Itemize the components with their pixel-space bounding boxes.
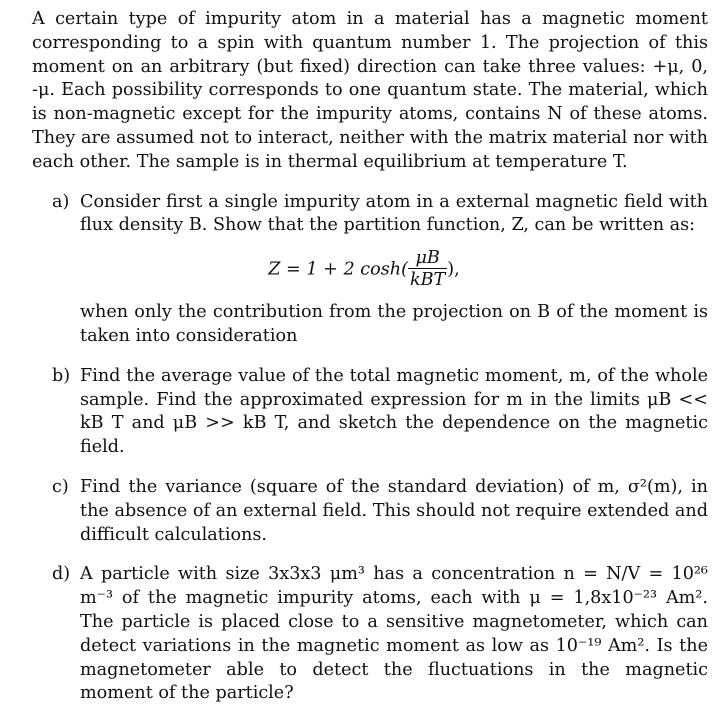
part-d-label: d) bbox=[52, 564, 71, 585]
formula-lhs: Z = 1 + 2 cosh( bbox=[268, 259, 408, 280]
part-c-text: Find the variance (square of the standard deviation) of m, σ²(m), in the absence of an external field. This should not require extended and difficult calculations. bbox=[80, 476, 708, 545]
part-d bbox=[32, 563, 708, 706]
intro-paragraph: A certain type of impurity atom in a material has a magnetic moment corresponding to a spin with quantum number 1. The projection of this moment on an arbitrary (but fixed) direction can take three values: +μ, 0, -μ. Each possibility corresponds to one quantum state. The material, which is non-magnetic except for the impurity atoms, contains N of these atoms. They are assumed not to interact, neither with the matrix material nor with each other. The sample is in thermal equilibrium at temperature T. bbox=[32, 9, 708, 172]
part-b bbox=[32, 365, 708, 460]
part-b-text: Find the average value of the total magnetic moment, m, of the whole sample. Find the approximated expression for m in the limits μB << kB T and μB >> kB T, and sketch the dependence on the magnetic field. bbox=[80, 365, 708, 458]
parts-list bbox=[32, 191, 708, 707]
part-a bbox=[32, 191, 708, 349]
part-a-label: a) bbox=[52, 191, 70, 212]
formula-fraction bbox=[408, 248, 447, 291]
part-c bbox=[32, 476, 708, 547]
part-c-label: c) bbox=[52, 476, 69, 497]
part-a-after-text: when only the contribution from the projection on B of the moment is taken into consideration bbox=[80, 302, 708, 346]
formula-rhs: ), bbox=[447, 259, 460, 280]
part-d-text: A particle with size 3x3x3 μm³ has a concentration n = N/V = 10²⁶ m⁻³ of the magnetic impurity atoms, each with μ = 1,8x10⁻²³ Am². The particle is placed close to a sensitive magnetometer, which can detect variations in the magnetic moment as low as 10⁻¹⁹ Am². Is the magnetometer able to detect the fluctuations in the magnetic moment of the particle? bbox=[80, 564, 708, 704]
part-b-label: b) bbox=[52, 365, 71, 386]
formula-numerator: μB bbox=[408, 248, 447, 269]
partition-function-formula bbox=[80, 248, 708, 291]
part-a-text: Consider first a single impurity atom in a external magnetic field with flux density B. Show that the partition function, Z, can be written as: bbox=[80, 191, 708, 236]
formula-denominator: kBT bbox=[409, 270, 446, 291]
